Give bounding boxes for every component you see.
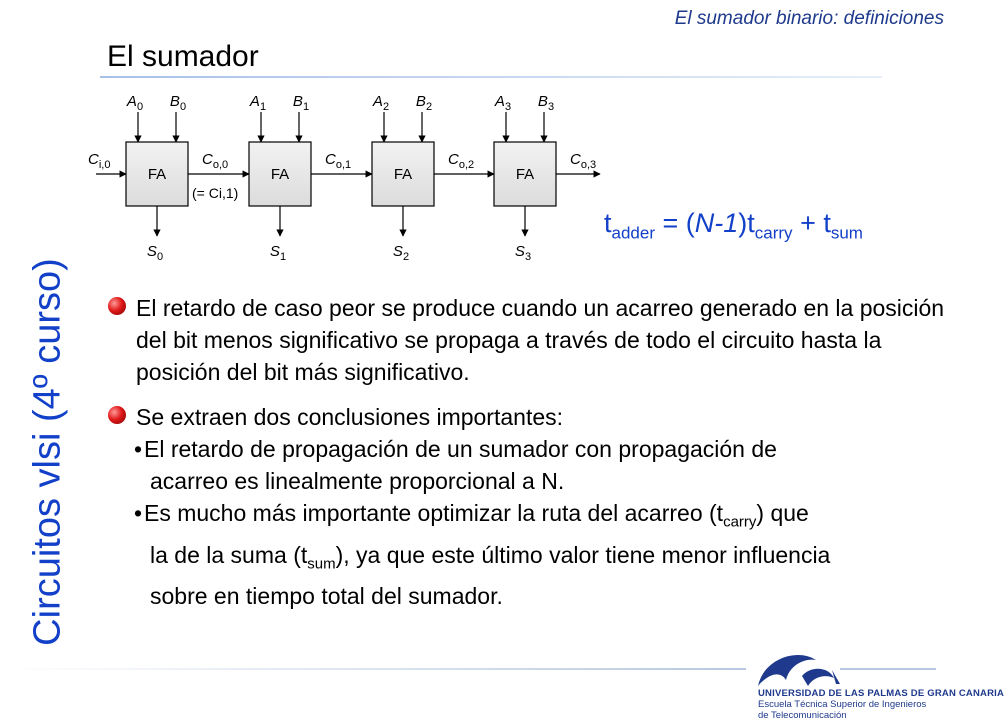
sum-label: $S_1$ [269,243,287,263]
input-b-label: $B_0$ [169,93,187,113]
carry-in-label: $C_{i,0}$ [88,151,111,171]
university-line3: de Telecomunicación [758,710,847,721]
sub-item-text: ) que [756,500,809,526]
sub-item-text: El retardo de propagación de un sumador con propagación de [144,436,777,462]
bullet-ball-icon [108,297,126,315]
full-adder-label: FA [393,166,413,183]
formula-carry-sub: carry [754,223,793,243]
full-adder-label: FA [515,166,535,183]
carry-out-label: $C_{o,1}$ [325,151,352,171]
adder-delay-formula [604,208,863,243]
input-a-label: $A_2$ [372,93,390,113]
full-adder-label: FA [270,166,290,183]
sub-item-text-cont: sobre en tiempo total del sumador. [150,583,503,610]
carry-equivalence-note: (= Ci,1) [192,185,239,201]
formula-n-minus-1: N-1 [694,208,739,238]
carry-out-label: $C_{o,3}$ [570,151,597,171]
full-adder-label: FA [147,166,167,183]
sub-item-sub: sum [307,555,336,573]
carry-out-label: $C_{o,2}$ [448,151,475,171]
ripple-carry-adder-diagram [80,84,640,274]
section-title: El sumador binario: definiciones [674,8,944,29]
title-divider [100,76,882,78]
input-a-label: $A_0$ [126,93,144,113]
bullet-text: El retardo de caso peor se produce cuando un acarreo generado en la posición del bit menos significativo se propaga a través de todo el circuito hasta la posición del bit más significativo. [136,295,945,385]
sub-item-optimize: •Es mucho más importante optimizar la ruta del acarreo $(t_{carry})$ que la de la suma $(t_{sum})$, ya que este último valor tiene menor influencia sobre en tiempo total del sumador. [134,497,948,612]
formula-close: )t [738,208,755,238]
sub-item-linear: •El retardo de propagación de un sumador con propagación de acarreo es linealmente proporcional a N. [134,433,948,497]
input-b-label: $B_3$ [537,93,555,113]
university-name [758,688,1004,721]
formula-eq: = ( [655,208,695,238]
footer-divider [0,668,746,670]
sub-item-text-cont: acarreo es linealmente proporcional a N. [150,468,565,494]
sub-item-text: Es mucho más importante optimizar la ruta del acarreo (t [144,500,724,526]
bullet-worst-case [108,292,948,388]
sub-item-text: la de la suma (t [150,541,308,568]
slide-title: El sumador [107,40,259,73]
bullet-ball-icon [108,406,126,424]
formula-plus: + t [792,208,831,238]
sub-item-text: ), ya que este último valor tiene menor influencia [335,541,831,568]
input-b-label: $B_1$ [292,93,310,113]
formula-lhs-sub: adder [611,223,655,243]
university-line2: Escuela Técnica Superior de Ingenieros [758,699,927,710]
sum-label: $S_0$ [146,243,164,263]
university-line1: UNIVERSIDAD DE LAS PALMAS DE GRAN CANARIA [758,688,1004,699]
bullet-text: Se extraen dos conclusiones importantes: [136,404,564,430]
sum-label: $S_2$ [392,243,410,263]
formula-sum-sub: sum [830,223,863,243]
sub-item-text-cont [150,539,948,581]
input-b-label: $B_2$ [415,93,433,113]
sub-item-sub: carry [723,513,757,531]
bullet-conclusions [108,401,948,612]
input-a-label: $A_1$ [249,93,267,113]
sum-label: $S_3$ [514,243,532,263]
formula-lhs: t [604,208,612,238]
carry-out-label: $C_{o,0}$ [202,151,229,171]
input-a-label: $A_3$ [494,93,512,113]
course-side-label: Circuitos vlsi (4º curso) [26,258,69,646]
